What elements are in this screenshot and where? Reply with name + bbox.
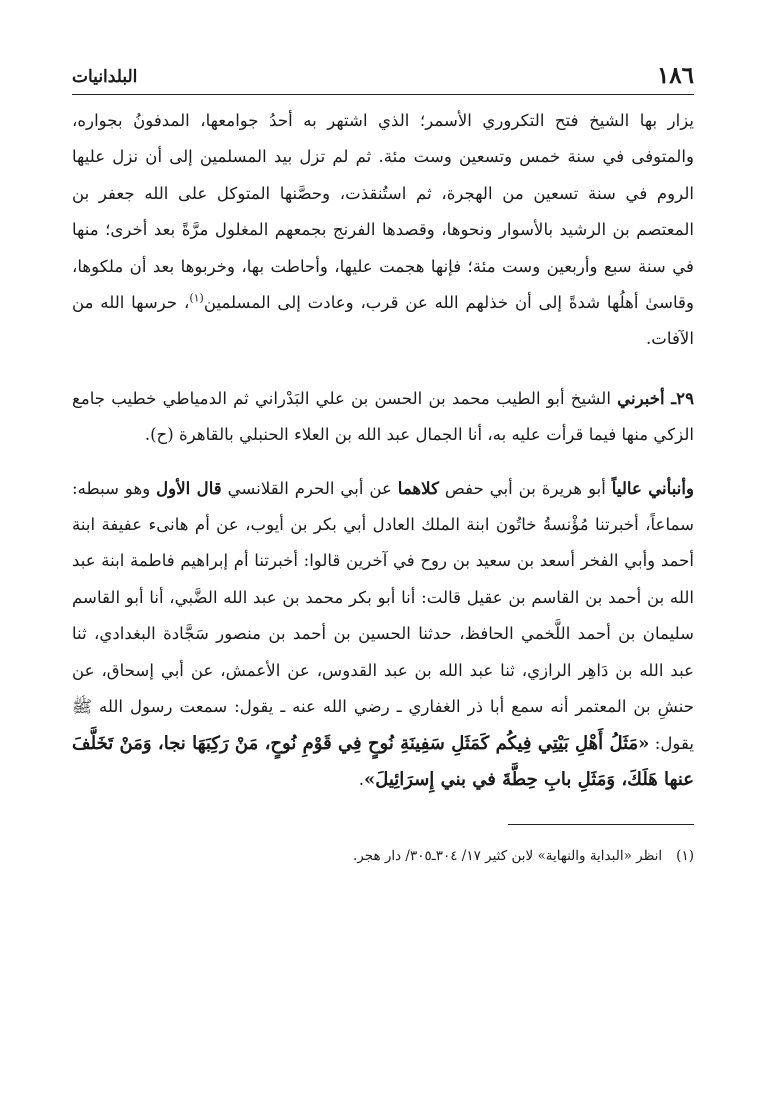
paragraph-2 [72, 380, 694, 454]
footnote-marker: (١) [676, 848, 694, 865]
page-number: ١٨٦ [656, 62, 694, 89]
page-header [72, 60, 694, 94]
paragraph-3-end: . [358, 769, 364, 789]
paragraph-3-part-2: عن أبي الحرم القلانسي [221, 478, 398, 498]
paragraph-1-text: يزار بها الشيخ فتح التكروري الأسمر؛ الذي اشتهر به أحدُ جوامعها، المدفونُ بجواره، والمتوفى في سنة خمس وتسعين وست مئة. ثم لم تزل بيد المسلمين إلى أن نزل عليها الروم في سنة تسعين من الهجرة، ثم استُنقذت، وحصَّنها المتوكل على الله جعفر بن المعتصم بن الرشيد بالأسوار ونحوها، وقصدها الفرنج بجمعهم المغلول مرَّةً بعد أخرى؛ منها في سنة سبع وأربعين وست مئة؛ فإنها هجمت عليها، وأحاطت بها، وخربوها بعد أن ملكوها، وقاسىٰ أهلُها شدةً إلى أن خذلهم الله عن قرب، وعادت إلى المسلمين [72, 111, 694, 313]
paragraph-3-both: كلاهما [397, 477, 439, 498]
paragraph-1 [72, 103, 694, 358]
body-text [72, 103, 694, 798]
paragraph-2-text: الشيخ أبو الطيب محمد بن الحسن بن علي البَدْراني ثم الدمياطي خطيب جامع الزكي منها فيما قرأت عليه به، أنا الجمال عبد الله بن العلاء الحنبلي بالقاهرة (ح). [72, 388, 694, 445]
footnote-1 [72, 845, 694, 867]
footnote-text: انظر «البداية والنهاية» لابن كثير ١٧/ ٣٠٤ـ٣٠٥/ دار هجر. [352, 848, 663, 865]
footnote-reference: (١) [189, 291, 204, 305]
document-page [72, 60, 694, 867]
footnote-rule [508, 824, 694, 825]
paragraph-3-qal: قال الأول [156, 477, 222, 498]
hadith-text: «مَثَلُ أَهْلِ بَيْتِي فِيكُم كَمَثَلِ سَفِينَةِ نُوحٍ فِي قَوْمِ نُوحٍ، مَنْ رَكِبَهَا نجا، وَمَنْ تَخَلَّفَ عنها هَلَكَ، وَمَثَلِ بابِ حِطَّةَ في بني إِسرَائِيلَ» [72, 732, 694, 790]
paragraph-1-tail: ، حرسها الله من الآفات. [72, 293, 694, 349]
paragraph-3-part-3: وهو سبطه: سماعاً، أخبرتنا مُؤْنسةُ خاتُون ابنة الملك العادل أبي بكر بن أيوب، عن أم هانىء عفيفة ابنة أحمد وأبي الفخر أسعد بن سعيد بن روح في آخرين قالوا: أخبرتنا أم إبراهيم فاطمة ابنة عبد الله بن أحمد بن القاسم بن عقيل قالت: أنا أبو بكر محمد بن عبد الله الضَّبي، أنا أبو القاسم سليمان بن أحمد اللَّخمي الحافظ، حدثنا الحسين بن أحمد بن منصور سَجَّادة البغدادي، ثنا عبد الله بن دَاهِر الرازي، ثنا عبد الله بن عبد القدوس، عن الأعمش، عن أبي إسحاق، عن حنشِ بن المعتمر أنه سمع أبا ذر الغفاري ـ رضي الله عنه ـ يقول: سمعت رسول الله ﷺ يقول: [72, 478, 694, 753]
paragraph-3-part-1: أبو هريرة بن أبي حفص [438, 478, 612, 498]
header-rule [72, 94, 694, 95]
paragraph-3-lead: وأنبأني عالياً [611, 477, 694, 498]
running-title: البلدانيات [72, 67, 138, 87]
narration-number-lead: ٢٩ـ أخبرني [617, 387, 694, 408]
paragraph-3 [72, 470, 694, 799]
